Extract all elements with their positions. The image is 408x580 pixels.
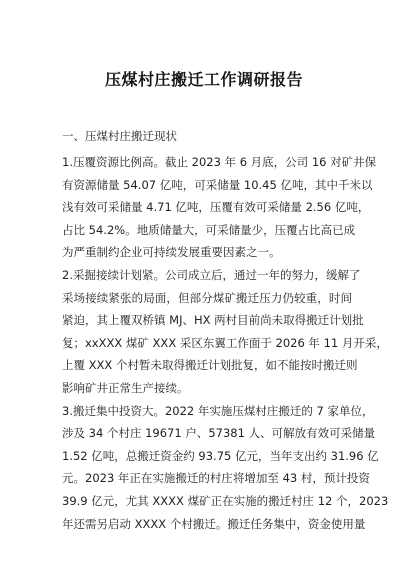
body-line: 紧迫，其上覆双桥镇 MJ、HX 两村目前尚未取得搬迁计划批: [62, 313, 364, 328]
body-line: 1.压覆资源比例高。截止 2023 年 6 月底，公司 16 对矿井保: [62, 155, 377, 169]
body-line: 1.52 亿吨，总搬迁资金约 93.75 亿元，当年支出约 31.96 亿: [62, 448, 379, 463]
body-line: 有资源储量 54.07 亿吨，可采储量 10.45 亿吨，其中千米以: [62, 177, 373, 192]
body-line: 3.搬迁集中投资大。2022 年实施压煤村庄搬迁的 7 家单位，: [62, 403, 374, 418]
section-heading: 一、压煤村庄搬迁现状: [62, 129, 177, 143]
body-line: 为严重制约企业可持续发展重要因素之一。: [62, 245, 281, 260]
body-line: 复；xxXXX 煤矿 XXX 采区东翼工作面于 2026 年 11 月开采，: [62, 335, 388, 350]
body-line: 浅有效可采储量 4.71 亿吨，压覆有效可采储量 2.56 亿吨，: [62, 200, 370, 215]
document-title: 压煤村庄搬迁工作调研报告: [104, 70, 303, 89]
body-line: 影响矿井正常生产接续。: [62, 380, 189, 395]
body-line: 元。2023 年正在实施搬迁的村庄将增加至 43 村，预计投资: [62, 471, 370, 486]
body-line: 涉及 34 个村庄 19671 户、57381 人、可解放有效可采储量: [62, 426, 376, 441]
body-line: 39.9 亿元，尤其 XXXX 煤矿正在实施的搬迁村庄 12 个，2023: [62, 493, 389, 508]
body-line: 年还需另启动 XXXX 个村搬迁。搬迁任务集中，资金使用量: [62, 516, 366, 531]
body-line: 上覆 XXX 个村暂未取得搬迁计划批复，如不能按时搬迁则: [62, 358, 358, 373]
body-line: 占比 54.2%。地质储量大，可采储量少，压覆占比高已成: [62, 222, 356, 237]
body-line: 2.采掘接续计划紧。公司成立后，通过一年的努力，缓解了: [62, 267, 361, 282]
body-line: 采场接续紧张的局面，但部分煤矿搬迁压力仍较重，时间: [62, 290, 352, 305]
document-body: [62, 151, 389, 535]
